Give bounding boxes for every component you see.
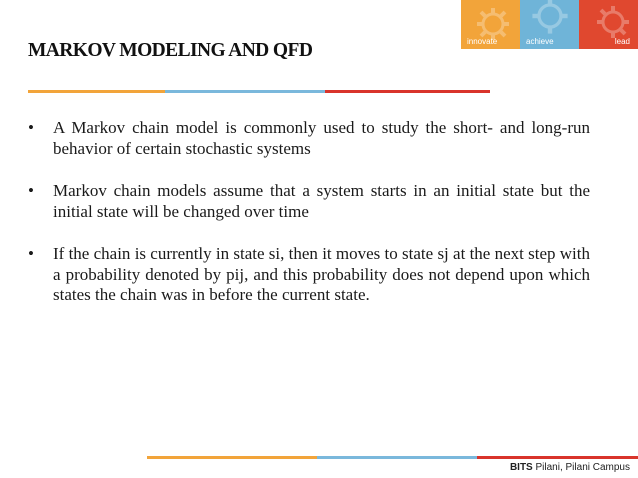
bullet-text: A Markov chain model is commonly used to study the short- and long-run behavior of certain stochastic systems: [53, 118, 590, 158]
footer-campus: [510, 462, 630, 473]
footer-brand: BITS: [509, 462, 533, 473]
bullet-list: [28, 118, 590, 328]
footer-campus-name: Pilani, Pilani Campus: [535, 462, 630, 473]
title-rule-blue: [165, 90, 325, 93]
logo-text-achieve: achieve: [526, 37, 554, 46]
logo-segment-achieve: [520, 0, 579, 49]
gear-icon: [593, 2, 633, 42]
title-rule-red: [325, 90, 490, 93]
title-rule-orange: [28, 90, 165, 93]
footer-rule-red: [477, 456, 638, 459]
bullet-marker: •: [28, 181, 34, 200]
bullet-item: [28, 118, 590, 159]
bullet-text: Markov chain models assume that a system starts in an initial state but the initial state will be changed over time: [53, 181, 590, 221]
logo-segment-innovate: [461, 0, 520, 49]
bullet-item: [28, 181, 590, 222]
logo-text-lead: lead: [614, 37, 630, 46]
bullet-marker: •: [28, 118, 34, 137]
footer-rule-orange: [147, 456, 317, 459]
slide-title: MARKOV MODELING AND QFD: [28, 40, 313, 61]
bullet-item: [28, 244, 590, 306]
footer-rule-blue: [317, 456, 477, 459]
gear-icon: [528, 0, 572, 38]
logo-segment-lead: [579, 0, 638, 49]
bullet-marker: •: [28, 244, 34, 263]
institution-logo-band: [461, 0, 638, 49]
logo-text-innovate: innovate: [467, 37, 498, 46]
bullet-text: If the chain is currently in state si, then it moves to state sj at the next step with a probability denoted by pij, and this probability does not depend upon which states the chain was in before the current state.: [53, 244, 590, 304]
